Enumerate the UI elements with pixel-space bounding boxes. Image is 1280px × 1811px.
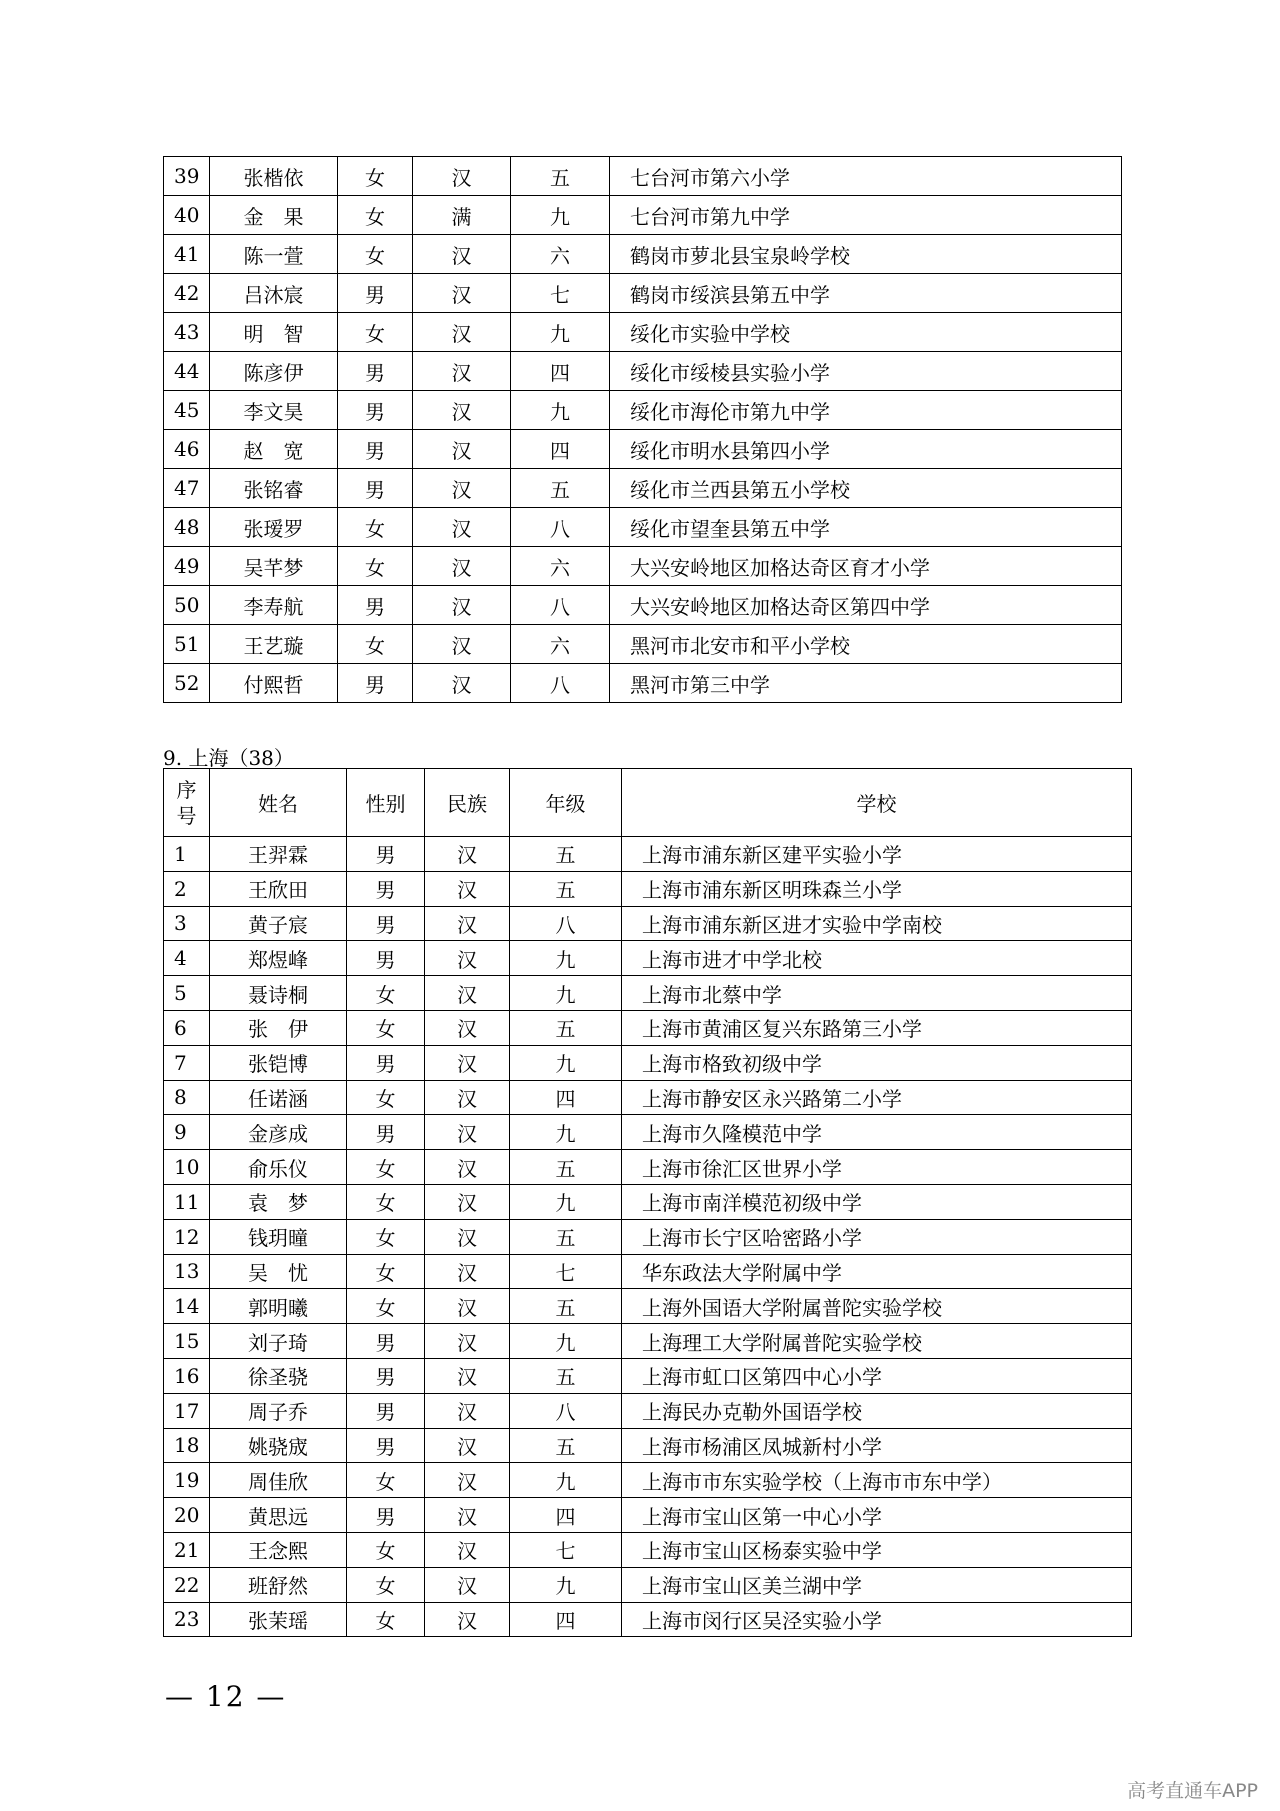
grade-cell: 八 bbox=[510, 906, 622, 941]
grade-cell: 九 bbox=[510, 1115, 622, 1150]
school-cell: 绥化市绥棱县实验小学 bbox=[610, 352, 1122, 391]
table-row bbox=[164, 664, 1122, 703]
grade-cell: 九 bbox=[510, 1463, 622, 1498]
table-row bbox=[164, 941, 1132, 976]
header-seq-line2: 号 bbox=[176, 803, 197, 828]
school-cell: 华东政法大学附属中学 bbox=[622, 1254, 1132, 1289]
gender-cell: 男 bbox=[347, 1393, 425, 1428]
gender-cell: 男 bbox=[347, 871, 425, 906]
name-cell: 吕沐宸 bbox=[210, 274, 338, 313]
seq-cell: 11 bbox=[164, 1184, 210, 1219]
gender-cell: 男 bbox=[338, 391, 413, 430]
table-row bbox=[164, 313, 1122, 352]
school-cell: 上海市北蔡中学 bbox=[622, 976, 1132, 1011]
ethnicity-cell: 汉 bbox=[413, 352, 511, 391]
table-row bbox=[164, 1115, 1132, 1150]
ethnicity-cell: 汉 bbox=[425, 1150, 510, 1185]
ethnicity-cell: 汉 bbox=[413, 430, 511, 469]
name-cell: 周佳欣 bbox=[210, 1463, 347, 1498]
gender-cell: 女 bbox=[347, 1184, 425, 1219]
grade-cell: 七 bbox=[511, 274, 610, 313]
name-cell: 钱玥曈 bbox=[210, 1219, 347, 1254]
name-cell: 王艺璇 bbox=[210, 625, 338, 664]
school-cell: 上海市进才中学北校 bbox=[622, 941, 1132, 976]
name-cell: 王羿霖 bbox=[210, 837, 347, 872]
ethnicity-cell: 汉 bbox=[413, 391, 511, 430]
grade-cell: 八 bbox=[511, 508, 610, 547]
gender-cell: 女 bbox=[347, 1219, 425, 1254]
ethnicity-cell: 汉 bbox=[425, 837, 510, 872]
table-row bbox=[164, 1184, 1132, 1219]
school-cell: 上海理工大学附属普陀实验学校 bbox=[622, 1324, 1132, 1359]
grade-cell: 四 bbox=[510, 1602, 622, 1637]
ethnicity-cell: 汉 bbox=[413, 235, 511, 274]
school-cell: 上海市虹口区第四中心小学 bbox=[622, 1358, 1132, 1393]
table-row bbox=[164, 1358, 1132, 1393]
table-row bbox=[164, 547, 1122, 586]
gender-cell: 男 bbox=[338, 586, 413, 625]
seq-cell: 21 bbox=[164, 1532, 210, 1567]
name-cell: 吴 忧 bbox=[210, 1254, 347, 1289]
shanghai-student-table bbox=[163, 768, 1132, 1637]
school-cell: 鹤岗市萝北县宝泉岭学校 bbox=[610, 235, 1122, 274]
ethnicity-cell: 汉 bbox=[425, 1010, 510, 1045]
table-row bbox=[164, 1254, 1132, 1289]
gender-cell: 男 bbox=[338, 274, 413, 313]
seq-cell: 2 bbox=[164, 871, 210, 906]
school-cell: 上海市静安区永兴路第二小学 bbox=[622, 1080, 1132, 1115]
school-cell: 绥化市实验中学校 bbox=[610, 313, 1122, 352]
table-row bbox=[164, 837, 1132, 872]
table-row bbox=[164, 906, 1132, 941]
seq-cell: 3 bbox=[164, 906, 210, 941]
name-cell: 王欣田 bbox=[210, 871, 347, 906]
ethnicity-cell: 汉 bbox=[425, 941, 510, 976]
name-cell: 张铠博 bbox=[210, 1045, 347, 1080]
ethnicity-cell: 汉 bbox=[413, 274, 511, 313]
name-cell: 张瑷罗 bbox=[210, 508, 338, 547]
grade-cell: 九 bbox=[511, 391, 610, 430]
seq-cell: 48 bbox=[164, 508, 210, 547]
gender-cell: 女 bbox=[347, 1602, 425, 1637]
school-cell: 上海市南洋模范初级中学 bbox=[622, 1184, 1132, 1219]
grade-cell: 四 bbox=[511, 352, 610, 391]
gender-cell: 男 bbox=[347, 1324, 425, 1359]
grade-cell: 五 bbox=[510, 1150, 622, 1185]
seq-cell: 40 bbox=[164, 196, 210, 235]
school-cell: 绥化市明水县第四小学 bbox=[610, 430, 1122, 469]
name-cell: 吴芊梦 bbox=[210, 547, 338, 586]
seq-cell: 47 bbox=[164, 469, 210, 508]
seq-cell: 10 bbox=[164, 1150, 210, 1185]
school-cell: 上海市徐汇区世界小学 bbox=[622, 1150, 1132, 1185]
ethnicity-cell: 汉 bbox=[413, 625, 511, 664]
name-cell: 郭明曦 bbox=[210, 1289, 347, 1324]
school-cell: 上海市长宁区哈密路小学 bbox=[622, 1219, 1132, 1254]
table-row bbox=[164, 1393, 1132, 1428]
table-row bbox=[164, 1289, 1132, 1324]
seq-cell: 13 bbox=[164, 1254, 210, 1289]
table-row bbox=[164, 469, 1122, 508]
school-cell: 上海市浦东新区建平实验小学 bbox=[622, 837, 1132, 872]
school-cell: 大兴安岭地区加格达奇区第四中学 bbox=[610, 586, 1122, 625]
gender-cell: 女 bbox=[347, 1080, 425, 1115]
gender-cell: 女 bbox=[347, 1463, 425, 1498]
gender-cell: 男 bbox=[347, 1045, 425, 1080]
name-cell: 聂诗桐 bbox=[210, 976, 347, 1011]
table-row bbox=[164, 1498, 1132, 1533]
gender-cell: 男 bbox=[347, 1115, 425, 1150]
seq-cell: 44 bbox=[164, 352, 210, 391]
header-gender: 性别 bbox=[347, 769, 425, 837]
seq-cell: 50 bbox=[164, 586, 210, 625]
school-cell: 上海市市东实验学校（上海市市东中学） bbox=[622, 1463, 1132, 1498]
grade-cell: 六 bbox=[511, 547, 610, 586]
grade-cell: 四 bbox=[510, 1498, 622, 1533]
table-row bbox=[164, 871, 1132, 906]
ethnicity-cell: 汉 bbox=[425, 1045, 510, 1080]
gender-cell: 女 bbox=[338, 313, 413, 352]
table-row bbox=[164, 1324, 1132, 1359]
seq-cell: 7 bbox=[164, 1045, 210, 1080]
seq-cell: 39 bbox=[164, 157, 210, 196]
grade-cell: 四 bbox=[510, 1080, 622, 1115]
seq-cell: 45 bbox=[164, 391, 210, 430]
name-cell: 袁 梦 bbox=[210, 1184, 347, 1219]
name-cell: 张楷依 bbox=[210, 157, 338, 196]
gender-cell: 女 bbox=[347, 1010, 425, 1045]
ethnicity-cell: 汉 bbox=[413, 157, 511, 196]
seq-cell: 4 bbox=[164, 941, 210, 976]
table-row bbox=[164, 352, 1122, 391]
seq-cell: 8 bbox=[164, 1080, 210, 1115]
ethnicity-cell: 汉 bbox=[425, 1254, 510, 1289]
gender-cell: 女 bbox=[338, 625, 413, 664]
ethnicity-cell: 汉 bbox=[425, 1428, 510, 1463]
seq-cell: 52 bbox=[164, 664, 210, 703]
gender-cell: 女 bbox=[338, 235, 413, 274]
ethnicity-cell: 汉 bbox=[425, 1358, 510, 1393]
watermark: 高考直通车APP bbox=[1127, 1780, 1258, 1802]
name-cell: 陈一萱 bbox=[210, 235, 338, 274]
seq-cell: 5 bbox=[164, 976, 210, 1011]
ethnicity-cell: 汉 bbox=[425, 1184, 510, 1219]
table-row bbox=[164, 430, 1122, 469]
name-cell: 明 智 bbox=[210, 313, 338, 352]
ethnicity-cell: 汉 bbox=[425, 1324, 510, 1359]
gender-cell: 男 bbox=[347, 941, 425, 976]
header-school: 学校 bbox=[622, 769, 1132, 837]
grade-cell: 九 bbox=[510, 1184, 622, 1219]
name-cell: 张茉瑶 bbox=[210, 1602, 347, 1637]
table-row bbox=[164, 625, 1122, 664]
name-cell: 刘子琦 bbox=[210, 1324, 347, 1359]
heilongjiang-student-table bbox=[163, 156, 1122, 703]
school-cell: 绥化市海伦市第九中学 bbox=[610, 391, 1122, 430]
table-row bbox=[164, 1463, 1132, 1498]
grade-cell: 五 bbox=[511, 157, 610, 196]
seq-cell: 42 bbox=[164, 274, 210, 313]
grade-cell: 九 bbox=[511, 196, 610, 235]
grade-cell: 九 bbox=[510, 1324, 622, 1359]
header-ethnicity: 民族 bbox=[425, 769, 510, 837]
grade-cell: 九 bbox=[510, 941, 622, 976]
school-cell: 上海市浦东新区明珠森兰小学 bbox=[622, 871, 1132, 906]
table-row bbox=[164, 157, 1122, 196]
name-cell: 陈彦伊 bbox=[210, 352, 338, 391]
grade-cell: 五 bbox=[510, 837, 622, 872]
ethnicity-cell: 汉 bbox=[425, 1532, 510, 1567]
school-cell: 上海市格致初级中学 bbox=[622, 1045, 1132, 1080]
table-row bbox=[164, 508, 1122, 547]
name-cell: 赵 宽 bbox=[210, 430, 338, 469]
name-cell: 周子乔 bbox=[210, 1393, 347, 1428]
table-row bbox=[164, 1010, 1132, 1045]
grade-cell: 五 bbox=[510, 1428, 622, 1463]
gender-cell: 男 bbox=[347, 1428, 425, 1463]
name-cell: 王念熙 bbox=[210, 1532, 347, 1567]
gender-cell: 女 bbox=[338, 157, 413, 196]
ethnicity-cell: 汉 bbox=[413, 469, 511, 508]
name-cell: 姚骁宬 bbox=[210, 1428, 347, 1463]
grade-cell: 九 bbox=[510, 1567, 622, 1602]
school-cell: 上海民办克勒外国语学校 bbox=[622, 1393, 1132, 1428]
header-grade: 年级 bbox=[510, 769, 622, 837]
name-cell: 徐圣骁 bbox=[210, 1358, 347, 1393]
grade-cell: 九 bbox=[510, 1045, 622, 1080]
ethnicity-cell: 汉 bbox=[425, 976, 510, 1011]
gender-cell: 女 bbox=[347, 1289, 425, 1324]
ethnicity-cell: 汉 bbox=[413, 664, 511, 703]
gender-cell: 男 bbox=[338, 469, 413, 508]
grade-cell: 八 bbox=[511, 664, 610, 703]
school-cell: 绥化市望奎县第五中学 bbox=[610, 508, 1122, 547]
table-row bbox=[164, 1045, 1132, 1080]
school-cell: 上海市宝山区第一中心小学 bbox=[622, 1498, 1132, 1533]
ethnicity-cell: 汉 bbox=[413, 508, 511, 547]
gender-cell: 男 bbox=[338, 352, 413, 391]
grade-cell: 六 bbox=[511, 235, 610, 274]
ethnicity-cell: 汉 bbox=[425, 1289, 510, 1324]
grade-cell: 四 bbox=[511, 430, 610, 469]
table-row bbox=[164, 976, 1132, 1011]
name-cell: 张 伊 bbox=[210, 1010, 347, 1045]
grade-cell: 九 bbox=[511, 313, 610, 352]
school-cell: 大兴安岭地区加格达奇区育才小学 bbox=[610, 547, 1122, 586]
school-cell: 上海市杨浦区凤城新村小学 bbox=[622, 1428, 1132, 1463]
grade-cell: 五 bbox=[510, 1219, 622, 1254]
ethnicity-cell: 汉 bbox=[425, 1115, 510, 1150]
school-cell: 上海市宝山区杨泰实验中学 bbox=[622, 1532, 1132, 1567]
ethnicity-cell: 满 bbox=[413, 196, 511, 235]
ethnicity-cell: 汉 bbox=[425, 1498, 510, 1533]
table-row bbox=[164, 1428, 1132, 1463]
school-cell: 上海外国语大学附属普陀实验学校 bbox=[622, 1289, 1132, 1324]
name-cell: 班舒然 bbox=[210, 1567, 347, 1602]
seq-cell: 49 bbox=[164, 547, 210, 586]
school-cell: 七台河市第六小学 bbox=[610, 157, 1122, 196]
seq-cell: 9 bbox=[164, 1115, 210, 1150]
school-cell: 上海市浦东新区进才实验中学南校 bbox=[622, 906, 1132, 941]
gender-cell: 女 bbox=[347, 1150, 425, 1185]
seq-cell: 22 bbox=[164, 1567, 210, 1602]
gender-cell: 男 bbox=[347, 1358, 425, 1393]
school-cell: 上海市宝山区美兰湖中学 bbox=[622, 1567, 1132, 1602]
table-row bbox=[164, 1150, 1132, 1185]
table-header-row bbox=[164, 769, 1132, 837]
name-cell: 金彦成 bbox=[210, 1115, 347, 1150]
ethnicity-cell: 汉 bbox=[425, 871, 510, 906]
name-cell: 任诺涵 bbox=[210, 1080, 347, 1115]
seq-cell: 43 bbox=[164, 313, 210, 352]
grade-cell: 六 bbox=[511, 625, 610, 664]
table-row bbox=[164, 1080, 1132, 1115]
seq-cell: 23 bbox=[164, 1602, 210, 1637]
seq-cell: 6 bbox=[164, 1010, 210, 1045]
gender-cell: 男 bbox=[347, 837, 425, 872]
ethnicity-cell: 汉 bbox=[425, 1080, 510, 1115]
seq-cell: 16 bbox=[164, 1358, 210, 1393]
school-cell: 上海市闵行区吴泾实验小学 bbox=[622, 1602, 1132, 1637]
header-name: 姓名 bbox=[210, 769, 347, 837]
ethnicity-cell: 汉 bbox=[413, 586, 511, 625]
seq-cell: 19 bbox=[164, 1463, 210, 1498]
table-row bbox=[164, 1219, 1132, 1254]
name-cell: 黄思远 bbox=[210, 1498, 347, 1533]
grade-cell: 五 bbox=[510, 1010, 622, 1045]
gender-cell: 女 bbox=[347, 1254, 425, 1289]
seq-cell: 17 bbox=[164, 1393, 210, 1428]
name-cell: 付熙哲 bbox=[210, 664, 338, 703]
name-cell: 张铭睿 bbox=[210, 469, 338, 508]
school-cell: 绥化市兰西县第五小学校 bbox=[610, 469, 1122, 508]
school-cell: 上海市黄浦区复兴东路第三小学 bbox=[622, 1010, 1132, 1045]
school-cell: 鹤岗市绥滨县第五中学 bbox=[610, 274, 1122, 313]
table-row bbox=[164, 1532, 1132, 1567]
ethnicity-cell: 汉 bbox=[425, 1602, 510, 1637]
grade-cell: 七 bbox=[510, 1532, 622, 1567]
gender-cell: 男 bbox=[338, 430, 413, 469]
grade-cell: 五 bbox=[510, 1289, 622, 1324]
gender-cell: 男 bbox=[347, 1498, 425, 1533]
grade-cell: 七 bbox=[510, 1254, 622, 1289]
grade-cell: 五 bbox=[511, 469, 610, 508]
name-cell: 金 果 bbox=[210, 196, 338, 235]
gender-cell: 男 bbox=[347, 906, 425, 941]
ethnicity-cell: 汉 bbox=[425, 1567, 510, 1602]
table-row bbox=[164, 391, 1122, 430]
ethnicity-cell: 汉 bbox=[425, 1393, 510, 1428]
seq-cell: 14 bbox=[164, 1289, 210, 1324]
name-cell: 李寿航 bbox=[210, 586, 338, 625]
ethnicity-cell: 汉 bbox=[413, 547, 511, 586]
seq-cell: 12 bbox=[164, 1219, 210, 1254]
seq-cell: 51 bbox=[164, 625, 210, 664]
name-cell: 李文昊 bbox=[210, 391, 338, 430]
school-cell: 七台河市第九中学 bbox=[610, 196, 1122, 235]
name-cell: 郑煜峰 bbox=[210, 941, 347, 976]
table-row bbox=[164, 1602, 1132, 1637]
seq-cell: 1 bbox=[164, 837, 210, 872]
page-number: — 12 — bbox=[165, 1680, 287, 1713]
seq-cell: 15 bbox=[164, 1324, 210, 1359]
section-title-shanghai: 9. 上海（38） bbox=[163, 746, 294, 770]
gender-cell: 女 bbox=[347, 976, 425, 1011]
gender-cell: 女 bbox=[338, 508, 413, 547]
seq-cell: 18 bbox=[164, 1428, 210, 1463]
grade-cell: 五 bbox=[510, 871, 622, 906]
seq-cell: 20 bbox=[164, 1498, 210, 1533]
gender-cell: 女 bbox=[347, 1567, 425, 1602]
table-row bbox=[164, 196, 1122, 235]
school-cell: 上海市久隆模范中学 bbox=[622, 1115, 1132, 1150]
gender-cell: 女 bbox=[347, 1532, 425, 1567]
ethnicity-cell: 汉 bbox=[413, 313, 511, 352]
gender-cell: 女 bbox=[338, 196, 413, 235]
name-cell: 俞乐仪 bbox=[210, 1150, 347, 1185]
header-seq bbox=[164, 769, 210, 837]
ethnicity-cell: 汉 bbox=[425, 1463, 510, 1498]
table-row bbox=[164, 586, 1122, 625]
table-row bbox=[164, 235, 1122, 274]
seq-cell: 41 bbox=[164, 235, 210, 274]
gender-cell: 男 bbox=[338, 664, 413, 703]
ethnicity-cell: 汉 bbox=[425, 1219, 510, 1254]
grade-cell: 九 bbox=[510, 976, 622, 1011]
grade-cell: 五 bbox=[510, 1358, 622, 1393]
table-row bbox=[164, 1567, 1132, 1602]
grade-cell: 八 bbox=[511, 586, 610, 625]
school-cell: 黑河市北安市和平小学校 bbox=[610, 625, 1122, 664]
seq-cell: 46 bbox=[164, 430, 210, 469]
table-row bbox=[164, 274, 1122, 313]
school-cell: 黑河市第三中学 bbox=[610, 664, 1122, 703]
gender-cell: 女 bbox=[338, 547, 413, 586]
name-cell: 黄子宸 bbox=[210, 906, 347, 941]
header-seq-line1: 序 bbox=[176, 777, 197, 802]
grade-cell: 八 bbox=[510, 1393, 622, 1428]
ethnicity-cell: 汉 bbox=[425, 906, 510, 941]
